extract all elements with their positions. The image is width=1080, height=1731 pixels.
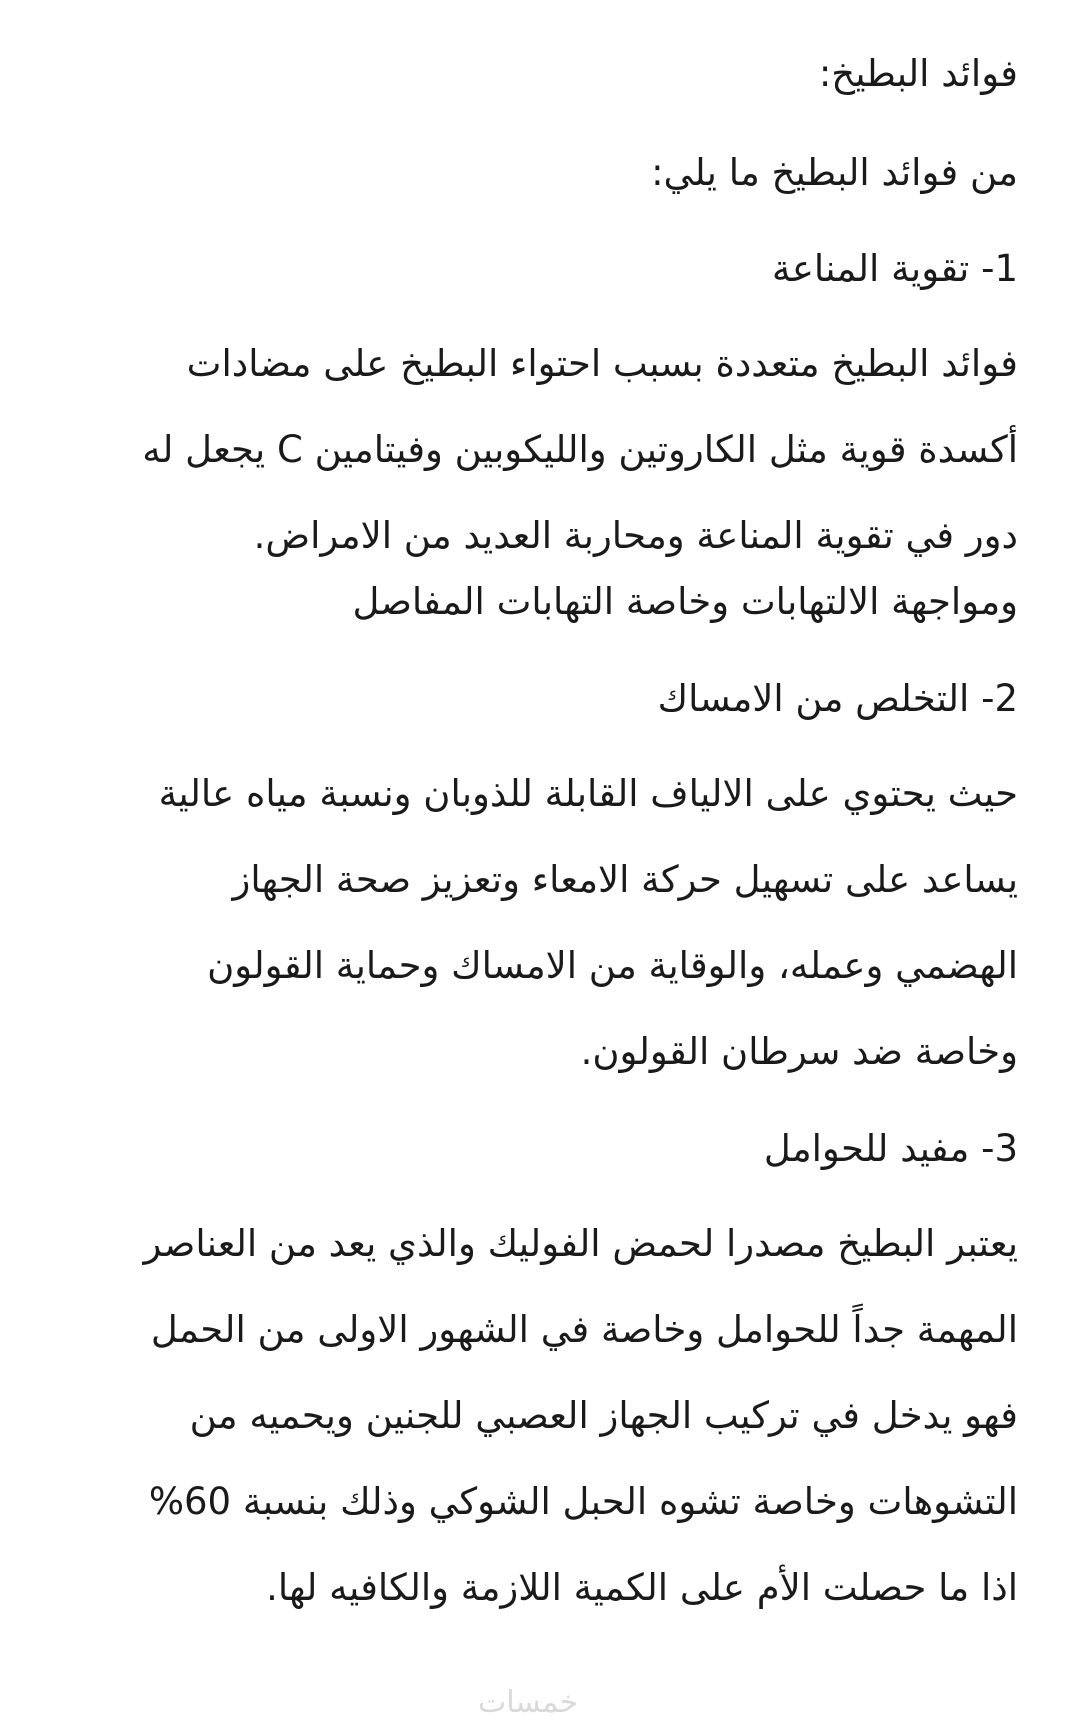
section-3-line: المهمة جداً للحوامل وخاصة في الشهور الاولى من الحمل (150, 1308, 1018, 1351)
document-heading: فوائد البطيخ: (818, 52, 1018, 95)
section-3-line: التشوهات وخاصة تشوه الحبل الشوكي وذلك بنسبة 60% (148, 1480, 1018, 1523)
section-1-line: أكسدة قوية مثل الكاروتين والليكوبين وفيتامين C يجعل له (142, 428, 1018, 471)
section-1-line: فوائد البطيخ متعددة بسبب احتواء البطيخ على مضادات (186, 342, 1018, 385)
section-2-line: يساعد على تسهيل حركة الامعاء وتعزيز صحة الجهاز (232, 858, 1018, 901)
section-title-immunity: 1- تقوية المناعة (772, 247, 1018, 290)
section-3-line: يعتبر البطيخ مصدرا لحمض الفوليك والذي يعد من العناصر (143, 1222, 1018, 1265)
section-2-line: حيث يحتوي على الالياف القابلة للذوبان ونسبة مياه عالية (158, 772, 1018, 815)
section-title-constipation: 2- التخلص من الامساك (657, 677, 1018, 720)
section-1-line: دور في تقوية المناعة ومحاربة العديد من الامراض. (253, 514, 1018, 557)
section-3-line: فهو يدخل في تركيب الجهاز العصبي للجنين ويحميه من (189, 1394, 1018, 1437)
section-3-line: اذا ما حصلت الأم على الكمية اللازمة والكافيه لها. (266, 1566, 1018, 1609)
section-2-line: الهضمي وعمله، والوقاية من الامساك وحماية القولون (207, 944, 1018, 987)
intro-text: من فوائد البطيخ ما يلي: (651, 151, 1018, 194)
watermark-logo: خمسات (478, 1685, 579, 1720)
section-title-pregnant: 3- مفيد للحوامل (763, 1127, 1018, 1170)
section-2-line: وخاصة ضد سرطان القولون. (580, 1030, 1018, 1073)
section-1-line: ومواجهة الالتهابات وخاصة التهابات المفاصل (352, 580, 1018, 623)
